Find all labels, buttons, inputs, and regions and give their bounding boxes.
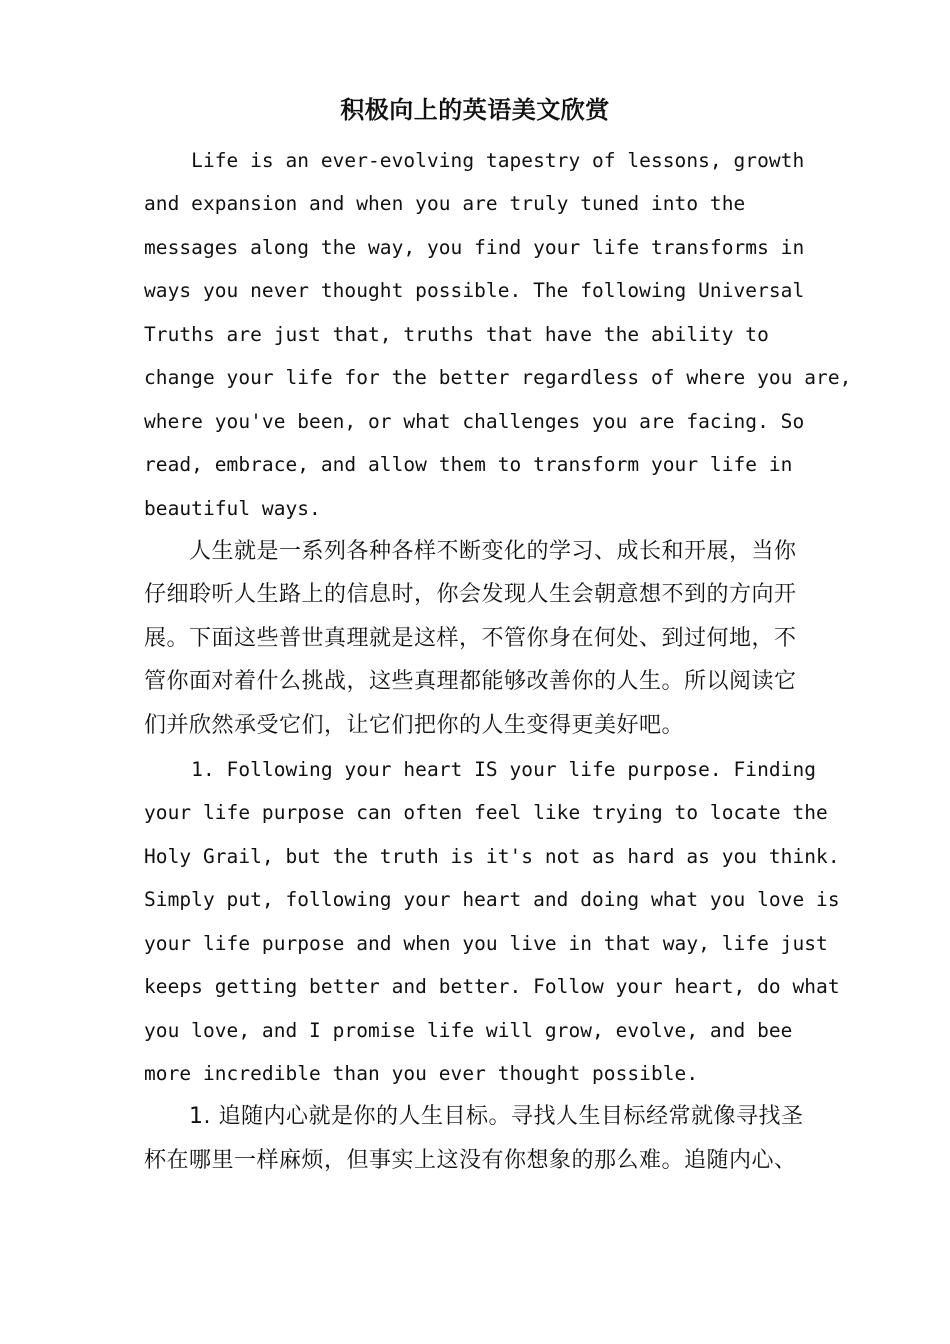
- paragraph-1-line-8: read, embrace, and allow them to transform your life in: [144, 453, 793, 476]
- paragraph-1-line-9: beautiful ways.: [144, 497, 321, 520]
- paragraph-1-line-6: change your life for the better regardless of where you are,: [144, 366, 852, 389]
- document-title: 积极向上的英语美文欣赏: [340, 96, 610, 124]
- paragraph-4-line-2: 杯在哪里一样麻烦，但事实上这没有你想象的那么难。追随内心、: [144, 1148, 797, 1173]
- paragraph-3-line-2: your life purpose can often feel like trying to locate the: [144, 801, 828, 824]
- paragraph-2-line-2: 仔细聆听人生路上的信息时，你会发现人生会朝意想不到的方向开: [144, 582, 797, 607]
- paragraph-1-line-2: and expansion and when you are truly tuned into the: [144, 192, 746, 215]
- paragraph-1-line-4: ways you never thought possible. The following Universal: [144, 279, 805, 302]
- paragraph-2-line-4: 管你面对着什么挑战，这些真理都能够改善你的人生。所以阅读它: [144, 669, 797, 694]
- paragraph-4-line-1: 1. 追随内心就是你的人生目标。寻找人生目标经常就像寻找圣: [144, 1104, 804, 1129]
- paragraph-3-line-6: keeps getting better and better. Follow your heart, do what: [144, 975, 840, 998]
- paragraph-2-line-5: 们并欣然承受它们，让它们把你的人生变得更美好吧。: [144, 713, 685, 738]
- paragraph-2-line-1: 人生就是一系列各种各样不断变化的学习、成长和开展，当你: [144, 539, 797, 564]
- paragraph-3-line-5: your life purpose and when you live in that way, life just: [144, 932, 828, 955]
- paragraph-2-line-3: 展。下面这些普世真理就是这样，不管你身在何处、到过何地，不: [144, 626, 797, 651]
- paragraph-1-line-7: where you've been, or what challenges you are facing. So: [144, 410, 805, 433]
- paragraph-3-line-8: more incredible than you ever thought possible.: [144, 1062, 699, 1085]
- paragraph-1-line-1: Life is an ever-evolving tapestry of lessons, growth: [144, 149, 805, 172]
- paragraph-3-line-1: 1. Following your heart IS your life purpose. Finding: [144, 758, 817, 781]
- paragraph-1-line-3: messages along the way, you find your life transforms in: [144, 236, 805, 259]
- paragraph-3-line-3: Holy Grail, but the truth is it's not as hard as you think.: [144, 845, 840, 868]
- paragraph-3-line-4: Simply put, following your heart and doing what you love is: [144, 888, 840, 911]
- paragraph-1-line-5: Truths are just that, truths that have the ability to: [144, 323, 769, 346]
- paragraph-3-line-7: you love, and I promise life will grow, evolve, and bee: [144, 1019, 793, 1042]
